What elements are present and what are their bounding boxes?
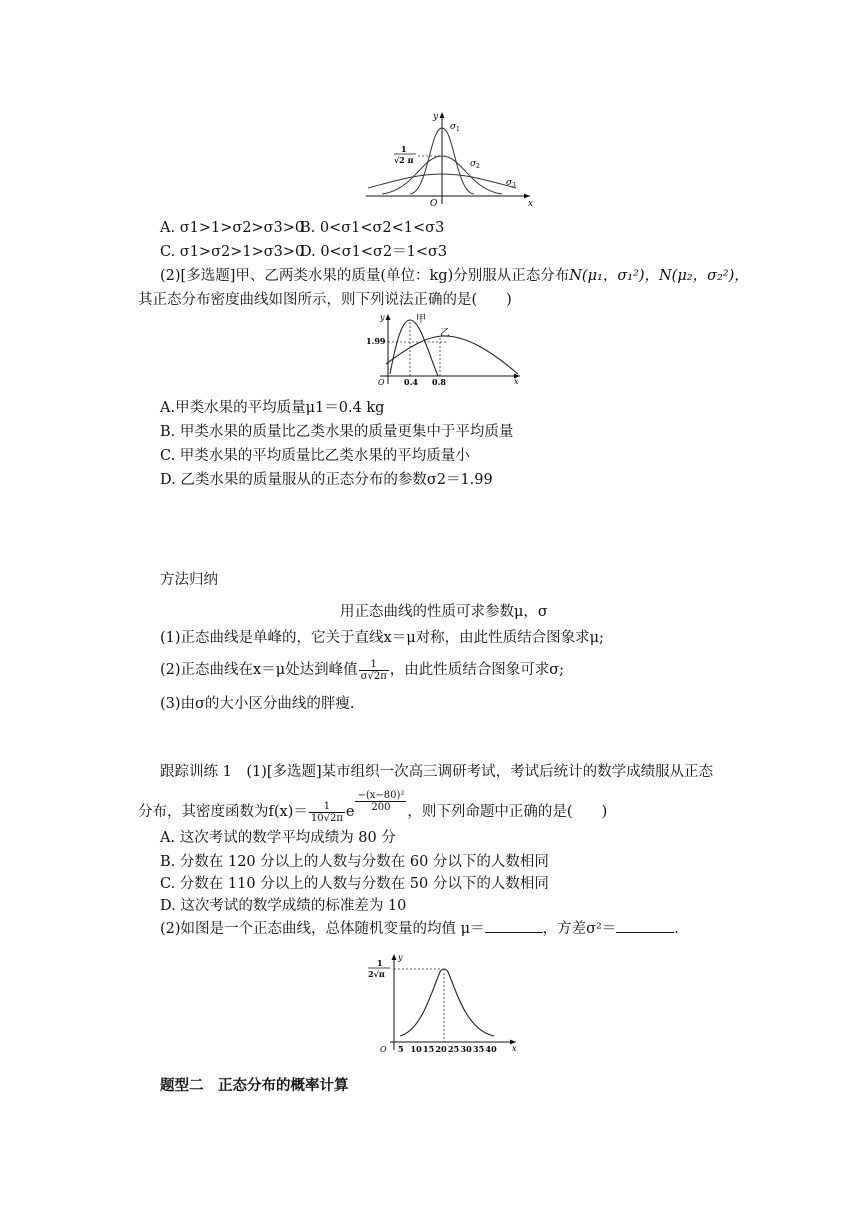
fig2-x-tick-1: 0.4 (404, 377, 418, 387)
method-item-3: (3)由σ的大小区分曲线的胖瘦. (160, 696, 355, 712)
q2-line1-dist: N(μ₁，σ₁²)，N(μ₂，σ₂²)， (569, 268, 749, 284)
density-coef-num: 1 (309, 801, 345, 813)
training-line-1: 跟踪训练 1 (1)[多选题]某市组织一次高三调研考试，考试后统计的数学成绩服从正态 (160, 764, 714, 780)
fig3-y-label: y (398, 953, 403, 962)
q1-option-b: B. 0<σ1<σ2<1<σ3 (300, 220, 445, 236)
figure-normal-curve-mu20 (364, 950, 522, 1060)
fig1-y-label: y (433, 112, 439, 122)
q2-option-d: D. 乙类水果的质量服从的正态分布的参数σ2＝1.99 (160, 472, 493, 488)
mean-answer-blank[interactable] (485, 918, 543, 933)
q2-line2: 其正态分布密度曲线如图所示，则下列说法正确的是( ) (138, 292, 512, 308)
density-exp-num: −(x−80)² (357, 790, 405, 801)
fig1-sigma2-sub: 2 (476, 163, 480, 170)
fig1-peak-den: √2 π (394, 155, 414, 165)
method-heading: 方法归纳 (160, 572, 218, 588)
fig2-y-label: y (380, 313, 385, 322)
fig2-series-yi: 乙 (440, 328, 450, 339)
method-item-2-pre: (2)正态曲线在x＝μ处达到峰值 (160, 662, 358, 678)
fig2-x-tick-2: 0.8 (432, 377, 446, 387)
training-q2-end: . (674, 921, 679, 937)
q2-option-c: C. 甲类水果的平均质量比乙类水果的平均质量小 (160, 448, 470, 464)
method-item-1: (1)正态曲线是单峰的，它关于直线x＝μ对称，由此性质结合图象求μ; (160, 630, 604, 646)
fig1-origin: O (430, 199, 438, 208)
density-exponent (355, 790, 406, 813)
variance-answer-blank[interactable] (616, 918, 674, 933)
fig3-x-tick: 20 (435, 1044, 447, 1054)
fig3-x-tick: 40 (485, 1044, 497, 1054)
training-q2-pre: (2)如图是一个正态曲线，总体随机变量的均值 μ＝ (160, 921, 485, 937)
q1-option-c: C. σ1>σ2>1>σ3>0 (160, 244, 305, 260)
fig2-series-jia: 甲 (416, 314, 426, 325)
training-line-2-post: ，则下列命题中正确的是( ) (407, 804, 608, 820)
fig3-x-ticks (398, 1044, 497, 1054)
fig3-x-tick: 15 (423, 1044, 435, 1054)
training-option-a: A. 这次考试的数学平均成绩为 80 分 (160, 830, 396, 846)
figure-normal-curves-sigma (358, 108, 538, 208)
fig3-peak-num: 1 (377, 958, 383, 968)
fig2-origin: O (378, 378, 385, 387)
method-frac-den: σ√2π (360, 670, 387, 682)
fig1-sigma1-sub: 1 (456, 126, 460, 133)
fig1-sigma3-sub: 3 (512, 182, 516, 189)
training-line-2-pre: 分布，其密度函数为f(x)＝ (138, 804, 308, 820)
q2-line1-text: (2)[多选题]甲、乙两类水果的质量(单位：kg)分别服从正态分布 (160, 268, 570, 284)
method-item-2 (160, 656, 564, 684)
fig2-y-tick: 1.99 (366, 336, 386, 346)
figure-fruit-curves (362, 312, 526, 388)
method-frac-num: 1 (359, 659, 389, 671)
training-option-b: B. 分数在 120 分以上的人数与分数在 60 分以下的人数相同 (160, 854, 549, 870)
q2-option-b: B. 甲类水果的质量比乙类水果的质量更集中于平均质量 (160, 424, 514, 440)
fig3-x-label: x (512, 1044, 517, 1053)
training-q2-mid: ，方差σ²＝ (542, 921, 617, 937)
q1-option-d: D. 0<σ1<σ2＝1<σ3 (300, 244, 448, 260)
density-coef-den: 10√2π (310, 812, 343, 824)
section-heading-type-2: 题型二 正态分布的概率计算 (160, 1077, 349, 1094)
q2-option-a: A.甲类水果的平均质量μ1＝0.4 kg (160, 400, 385, 416)
fig1-sigma1: σ (450, 122, 457, 132)
fig1-sigma3: σ (506, 178, 513, 188)
fig1-sigma2: σ (470, 159, 477, 169)
q1-option-a: A. σ1>1>σ2>σ3>0 (160, 220, 305, 236)
fig3-x-tick: 10 (410, 1044, 422, 1054)
fig3-x-tick: 35 (473, 1044, 485, 1054)
training-option-c: C. 分数在 110 分以上的人数与分数在 50 分以下的人数相同 (160, 876, 549, 892)
fig3-x-tick: 30 (460, 1044, 472, 1054)
q2-line1 (160, 266, 749, 286)
training-option-d: D. 这次考试的数学成绩的标准差为 10 (160, 898, 407, 914)
fig3-origin: O (380, 1045, 387, 1054)
training-q2 (160, 918, 679, 939)
fig3-x-tick: 25 (448, 1044, 460, 1054)
fig3-x-tick: 5 (398, 1044, 404, 1054)
training-line-2 (138, 790, 607, 826)
density-e: e (345, 804, 355, 820)
method-peak-fraction (359, 659, 389, 682)
method-title: 用正态曲线的性质可求参数μ，σ (340, 604, 548, 620)
density-exp-den: 200 (371, 802, 391, 813)
fig3-peak-den: 2√π (368, 969, 385, 979)
density-coefficient (309, 801, 345, 824)
fig2-x-label: x (514, 377, 519, 386)
fig1-x-label: x (528, 199, 534, 208)
fig1-peak-num: 1 (401, 144, 407, 154)
method-item-2-post: ，由此性质结合图象可求σ; (389, 662, 565, 678)
